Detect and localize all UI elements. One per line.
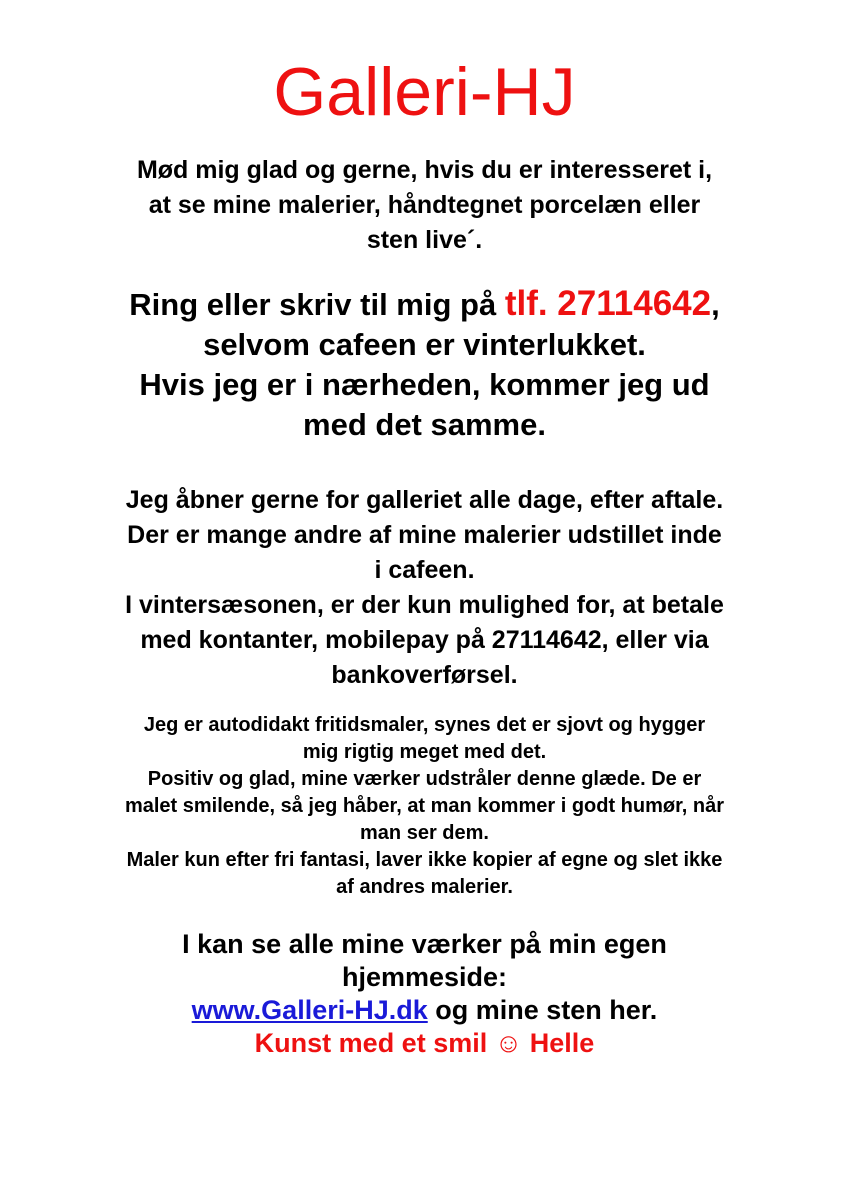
about-line: Jeg er autodidakt fritidsmaler, synes det er sjovt og hygger [143, 714, 706, 736]
contact-line: Hvis jeg er i nærheden, kommer jeg ud [139, 367, 710, 402]
gallery-line: I vintersæsonen, er der kun mulighed for, at betale [125, 591, 724, 619]
about-line: Maler kun efter fri fantasi, laver ikke kopier af egne og slet ikke [126, 849, 723, 871]
phone-number: tlf. 27114642 [504, 284, 712, 323]
gallery-line: Der er mange andre af mine malerier udstillet inde [127, 521, 722, 549]
contact-suffix: , [711, 287, 720, 322]
contact-prefix: Ring eller skriv til mig på [129, 287, 505, 322]
website-line: I kan se alle mine værker på min egen [182, 929, 667, 959]
intro-line: Mød mig glad og gerne, hvis du er interesseret i, [136, 156, 713, 184]
signature: Kunst med et smil ☺ Helle [254, 1028, 595, 1058]
page-title: Galleri-HJ [273, 54, 576, 130]
about-paragraph [0, 712, 849, 901]
website-line: hjemmeside: [341, 962, 508, 992]
intro-line: at se mine malerier, håndtegnet porcelæn eller [148, 191, 701, 219]
gallery-line: med kontanter, mobilepay på 27114642, eller via [140, 626, 709, 654]
intro-paragraph [0, 153, 849, 258]
about-line: af andres malerier. [336, 876, 513, 898]
gallery-paragraph [0, 483, 849, 693]
contact-line [0, 284, 849, 325]
website-link[interactable]: www.Galleri-HJ.dk [191, 995, 428, 1025]
gallery-line: bankoverførsel. [331, 661, 518, 689]
about-line: mig rigtig meget med det. [302, 741, 547, 763]
about-line: man ser dem. [360, 822, 489, 844]
contact-paragraph [0, 284, 849, 445]
gallery-line: Jeg åbner gerne for galleriet alle dage, efter aftale. [125, 486, 724, 514]
about-line: malet smilende, så jeg håber, at man kommer i godt humør, når [124, 795, 725, 817]
website-paragraph [0, 928, 849, 1060]
intro-line: sten live´. [366, 226, 483, 254]
contact-line: selvom cafeen er vinterlukket. [203, 327, 646, 362]
website-link-line [0, 994, 849, 1027]
website-link-suffix: og mine sten her. [427, 995, 658, 1025]
contact-line: med det samme. [303, 407, 546, 442]
gallery-line: i cafeen. [374, 556, 475, 584]
about-line: Positiv og glad, mine værker udstråler denne glæde. De er [147, 768, 702, 790]
